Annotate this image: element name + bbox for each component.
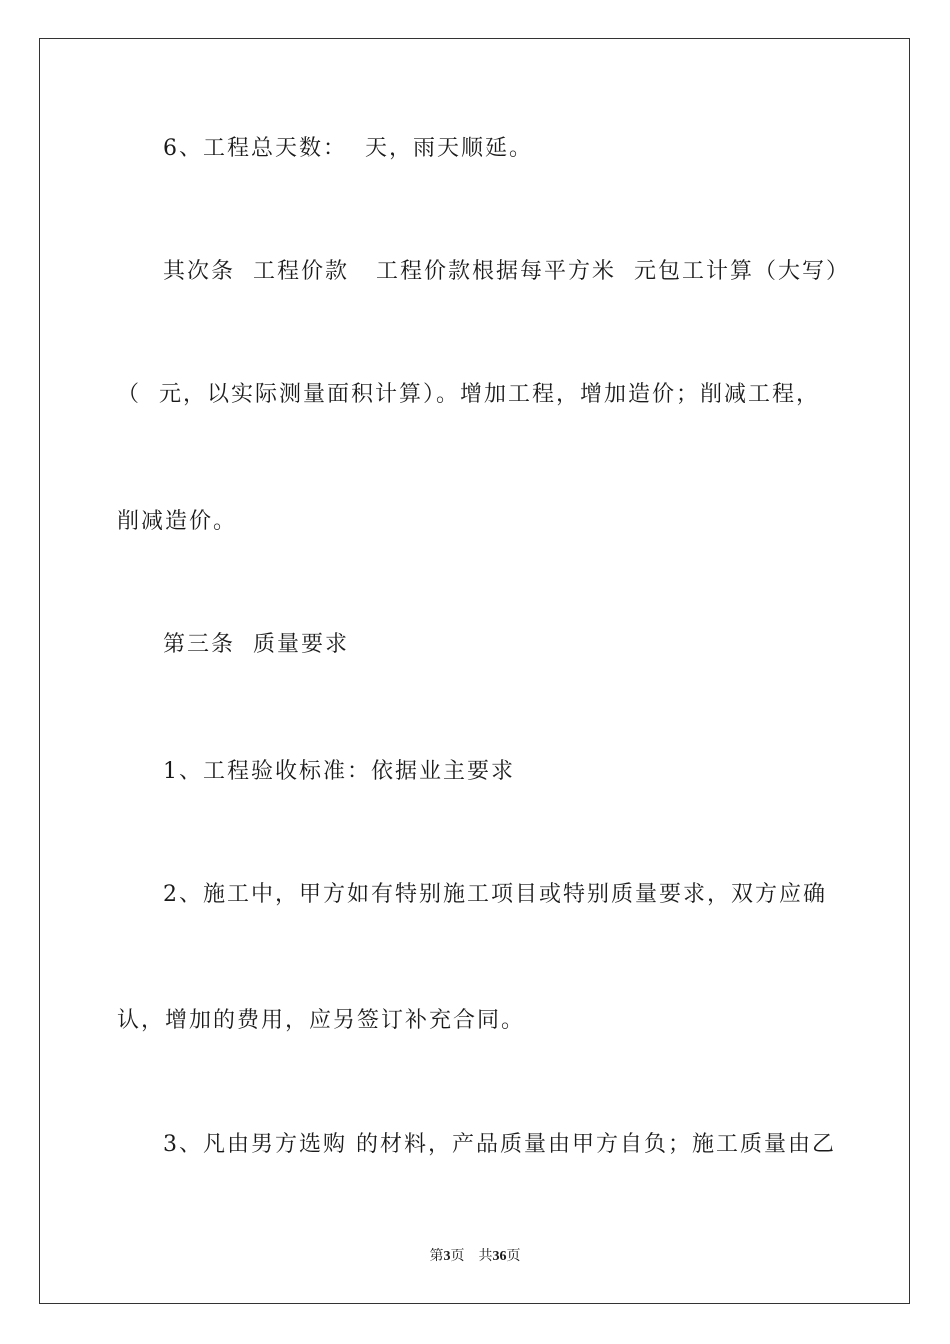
paragraph-line-2: 其次条 工程价款 工程价款根据每平方米 元包工计算（大写） [163,259,850,284]
section-heading: 第三条 质量要求 [163,632,349,657]
paragraph-line-7: 2、施工中，甲方如有特别施工项目或特别质量要求，双方应确 [163,882,827,907]
total-suffix: 页 [506,1249,521,1264]
paragraph-line-9: 3、凡由男方选购 的材料，产品质量由甲方自负；施工质量由乙 [163,1132,836,1157]
page-footer [0,1247,950,1267]
paragraph-line-8: 认，增加的费用，应另签订补充合同。 [117,1008,526,1033]
total-prefix: 共 [478,1249,493,1264]
page-suffix: 页 [450,1249,465,1264]
paragraph-line-6: 1、工程验收标准：依据业主要求 [163,759,515,784]
paragraph-line-1: 6、工程总天数： 天，雨天顺延。 [163,136,533,161]
page-border [39,38,910,1304]
paragraph-line-3: （ 元，以实际测量面积计算）。增加工程，增加造价；削减工程， [117,382,820,407]
total-pages: 36 [492,1249,507,1264]
page-number: 3 [443,1249,451,1264]
page-prefix: 第 [429,1249,444,1264]
paragraph-line-4: 削减造价。 [117,509,238,534]
